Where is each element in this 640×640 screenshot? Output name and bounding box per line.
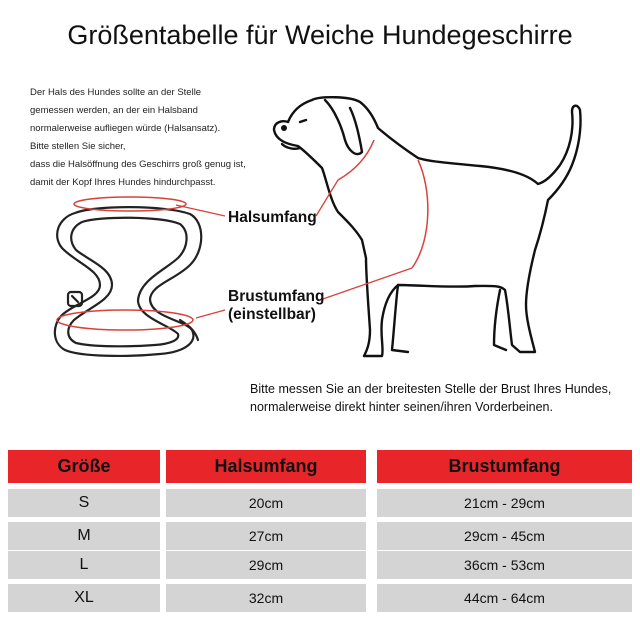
cell-chest: 21cm - 29cm: [377, 489, 632, 517]
dog-nose: [281, 125, 287, 131]
cell-size: M: [8, 522, 160, 550]
cell-neck: 20cm: [166, 489, 366, 517]
header-size: Größe: [8, 450, 160, 483]
neck-label: Halsumfang: [228, 209, 317, 226]
chest-note-line: Bitte messen Sie an der breitesten Stelle der Brust Ihres Hundes,: [250, 382, 612, 396]
cell-size: S: [8, 489, 160, 517]
harness-illustration: [55, 207, 201, 356]
page-title: Größentabelle für Weiche Hundegeschirre: [67, 20, 573, 50]
cell-neck: 27cm: [166, 522, 366, 550]
neck-note-line: damit der Kopf Ihres Hundes hindurchpasst.: [30, 177, 216, 188]
cell-chest: 36cm - 53cm: [377, 551, 632, 579]
neck-note-line: dass die Halsöffnung des Geschirrs groß genug ist,: [30, 159, 246, 170]
chest-label-line1: Brustumfang: [228, 288, 325, 305]
cell-size: XL: [8, 584, 160, 612]
chest-leader-line: [196, 310, 225, 318]
cell-neck: 32cm: [166, 584, 366, 612]
neck-note-line: Der Hals des Hundes sollte an der Stelle: [30, 87, 202, 98]
cell-chest: 44cm - 64cm: [377, 584, 632, 612]
neck-note-line: Bitte stellen Sie sicher,: [30, 141, 126, 152]
header-chest: Brustumfang: [377, 450, 632, 483]
neck-note-line: normalerweise aufliegen würde (Halsansatz).: [30, 123, 221, 134]
cell-chest: 29cm - 45cm: [377, 522, 632, 550]
harness-neck-marker: [74, 197, 186, 211]
chest-label-line2: (einstellbar): [228, 306, 316, 323]
neck-note-line: gemessen werden, an der ein Halsband: [30, 105, 198, 116]
dog-chest-marker: [412, 160, 428, 268]
header-neck: Halsumfang: [166, 450, 366, 483]
chest-note-line: normalerweise direkt hinter seinen/ihren Vorderbeinen.: [250, 400, 553, 414]
dog-neck-marker: [338, 140, 374, 180]
chest-measure-note: [250, 380, 611, 416]
neck-leader-line: [176, 205, 225, 216]
chest-label: [228, 288, 324, 324]
cell-size: L: [8, 551, 160, 579]
cell-neck: 29cm: [166, 551, 366, 579]
